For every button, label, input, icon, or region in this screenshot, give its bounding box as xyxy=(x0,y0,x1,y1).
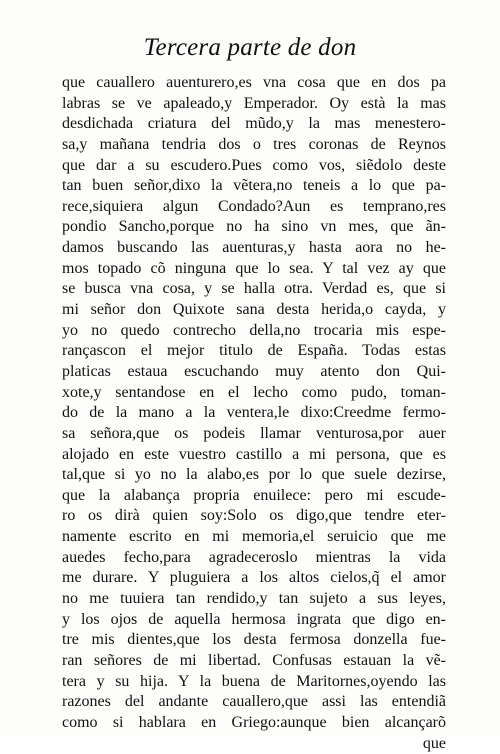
text-line: xote,y sentandose en el lecho como pudo, toman- xyxy=(62,383,446,404)
text-line: tal,que si yo no la alabo,es por lo que suele dezirse, xyxy=(62,465,446,486)
text-line: sa,y mañana tendria dos o tres coronas de Reynos xyxy=(62,135,446,156)
text-line: pondio Sancho,porque no ha sino vn mes, que ãn- xyxy=(62,217,446,238)
text-line: do de la mano a la ventera,le dixo:Creedme fermo- xyxy=(62,403,446,424)
text-line: alojado en este vuestro castillo a mi persona, que es xyxy=(62,445,446,466)
text-line: damos buscando las auenturas,y hasta aora no he- xyxy=(62,238,446,259)
text-line: tan buen señor,dixo la vẽtera,no teneis a lo que pa- xyxy=(62,176,446,197)
text-line: yo no quedo contrecho della,no trocaria mis espe- xyxy=(62,321,446,342)
text-line: razones del andante cauallero,que assi las entendiã xyxy=(62,692,446,713)
text-line: desdichada criatura del mũdo,y la mas menestero- xyxy=(62,114,446,135)
text-line: platicas estaua escuchando muy atento don Qui- xyxy=(62,362,446,383)
text-line: mi señor don Quixote sana desta herida,o cayda, y xyxy=(62,300,446,321)
text-line: que la alabança propria enuilece: pero mi escude- xyxy=(62,486,446,507)
text-line: me durare. Y pluguiera a los altos cielos,q̃ el amor xyxy=(62,568,446,589)
text-line: que dar a su escudero.Pues como vos, siẽdolo deste xyxy=(62,156,446,177)
text-line: rançascon el mejor titulo de España. Todas estas xyxy=(62,341,446,362)
text-line: que cauallero auenturero,es vna cosa que en dos pa xyxy=(62,73,446,94)
text-line: tre mis dientes,que los desta fermosa donzella fue- xyxy=(62,630,446,651)
text-line: ran señores de mi libertad. Confusas estauan la vẽ- xyxy=(62,651,446,672)
text-line: sa señora,que os podeis llamar venturosa,por auer xyxy=(62,424,446,445)
text-line: labras se ve apaleado,y Emperador. Oy està la mas xyxy=(62,94,446,115)
catchword: que xyxy=(62,734,446,754)
running-head: Tercera parte de don xyxy=(0,33,500,63)
text-line: no me tuuiera tan rendido,y tan sujeto a sus leyes, xyxy=(62,589,446,610)
text-line: como si hablara en Griego:aunque bien alcançarõ xyxy=(62,713,446,734)
text-line: rece,siquiera algun Condado?Aun es temprano,res xyxy=(62,197,446,218)
text-line: y los ojos de aquella hermosa ingrata que digo en- xyxy=(62,610,446,631)
text-line: auedes fecho,para agradeceroslo mientras la vida xyxy=(62,548,446,569)
text-line: ro os dirà quien soy:Solo os digo,que tendre eter- xyxy=(62,506,446,527)
text-line: se busca vna cosa, y se halla otra. Verdad es, que si xyxy=(62,279,446,300)
text-line: mos topado cõ ninguna que lo sea. Y tal vez ay que xyxy=(62,259,446,280)
body-text xyxy=(62,73,446,754)
text-line: tera y su hija. Y la buena de Maritornes,oyendo las xyxy=(62,672,446,693)
text-line: namente escrito en mi memoria,el seruicio que me xyxy=(62,527,446,548)
